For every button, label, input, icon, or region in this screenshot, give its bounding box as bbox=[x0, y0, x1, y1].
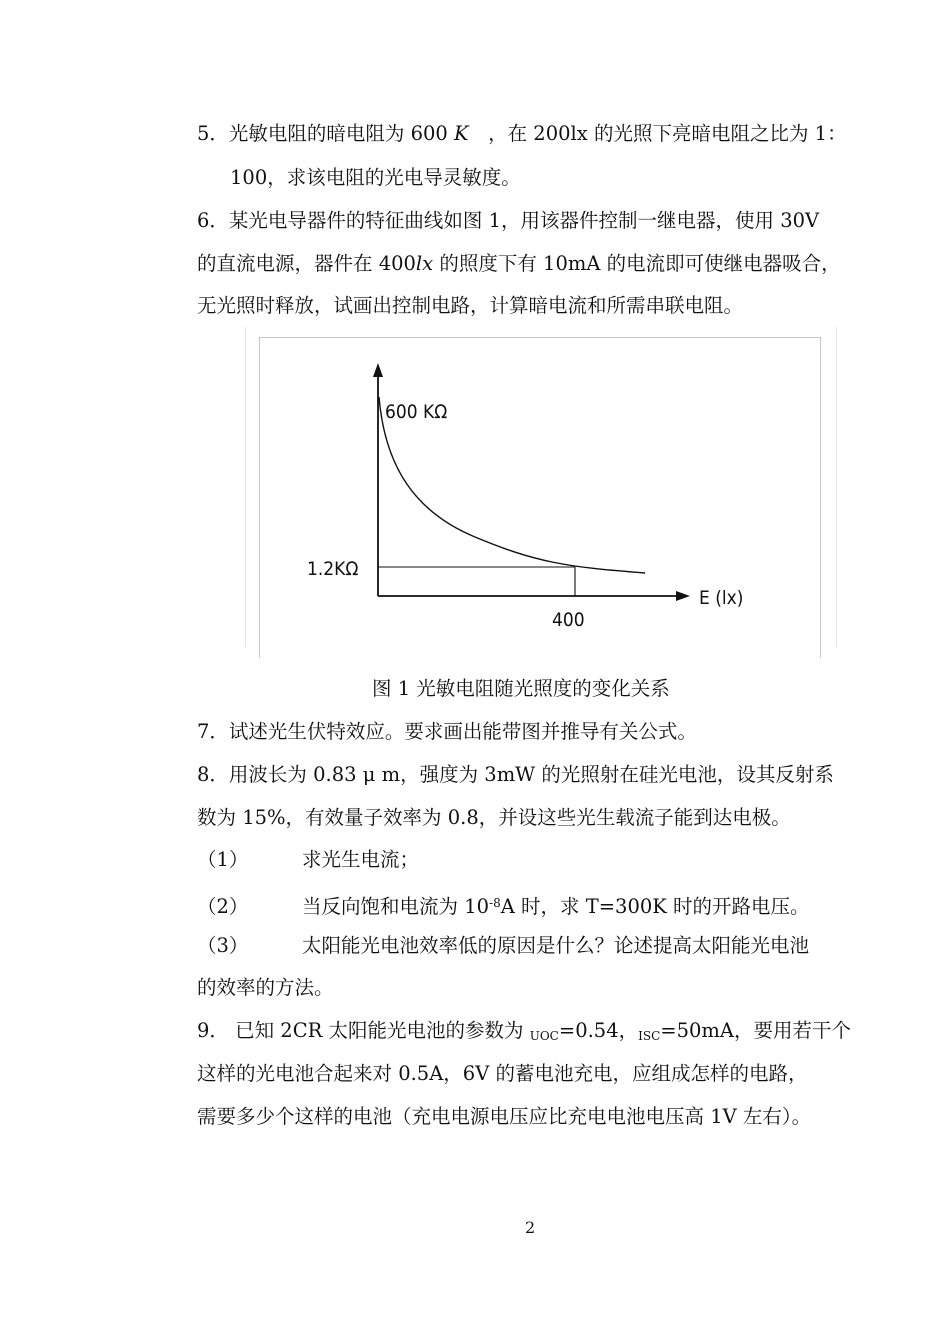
page-number: 2 bbox=[525, 1218, 536, 1237]
exponent: -8 bbox=[489, 896, 501, 910]
sub-number: （2） bbox=[197, 895, 249, 918]
unit-lx: lx bbox=[415, 252, 434, 275]
problem-6-line-1: 6．某光电导器件的特征曲线如图 1，用该器件控制一继电器，使用 30V bbox=[197, 209, 820, 232]
sub-number: （3） bbox=[197, 934, 249, 957]
text-span: 太阳能光电池效率低的原因是什么？论述提高太阳能光电池 bbox=[302, 934, 810, 957]
problem-7-line-1: 7．试述光生伏特效应。要求画出能带图并推导有关公式。 bbox=[197, 720, 697, 743]
problem-8-line-2: 数为 15%，有效量子效率为 0.8，并设这些光生载流子能到达电极。 bbox=[197, 806, 791, 829]
problem-9-line-1 bbox=[197, 1018, 877, 1049]
resistance-curve bbox=[379, 397, 645, 573]
text-span: =50mA，要用若干个 bbox=[660, 1019, 852, 1042]
unit-k: K bbox=[454, 122, 469, 145]
label-400: 400 bbox=[552, 609, 585, 631]
problem-5-line-2: 100，求该电阻的光电导灵敏度。 bbox=[230, 166, 521, 189]
problem-6-line-3: 无光照时释放，试画出控制电路，计算暗电流和所需串联电阻。 bbox=[197, 294, 744, 317]
problem-9-line-3: 需要多少个这样的电池（充电电源电压应比充电电池电压高 1V 左右）。 bbox=[197, 1105, 812, 1128]
problem-9-line-2: 这样的光电池合起来对 0.5A，6V 的蓄电池充电，应组成怎样的电路， bbox=[197, 1062, 808, 1085]
text-span: 当反向饱和电流为 10 bbox=[302, 895, 490, 918]
text-span: 9． 已知 2CR 太阳能光电池的参数为 bbox=[197, 1019, 530, 1042]
text-span: A 时，求 T=300K 时的开路电压。 bbox=[500, 895, 810, 918]
text-span: 的照度下有 10mA 的电流即可使继电器吸合， bbox=[433, 252, 841, 275]
subscript-isc: ISC bbox=[638, 1029, 661, 1043]
text-span: 5．光敏电阻的暗电阻为 600 bbox=[197, 122, 455, 145]
problem-8-sub-3 bbox=[197, 933, 877, 959]
problem-8-line-1: 8．用波长为 0.83 μ m，强度为 3mW 的光照射在硅光电池，设其反射系 bbox=[197, 763, 834, 786]
problem-5-line-1 bbox=[197, 121, 877, 147]
label-600k: 600 KΩ bbox=[385, 401, 448, 423]
sub-number: （1） bbox=[197, 848, 249, 871]
problem-8-sub-1 bbox=[197, 847, 877, 873]
text-span: ，在 200lx 的光照下亮暗电阻之比为 1： bbox=[468, 122, 847, 145]
label-1-2k: 1.2KΩ bbox=[307, 558, 359, 580]
y-axis-arrow bbox=[373, 363, 383, 377]
problem-6-line-2 bbox=[197, 251, 877, 277]
text-span: =0.54， bbox=[558, 1019, 639, 1042]
problem-8-sub-2 bbox=[197, 890, 877, 920]
figure-1 bbox=[245, 327, 835, 647]
text-span: 的直流电源，器件在 400 bbox=[197, 252, 416, 275]
resistance-curve-diagram bbox=[245, 327, 835, 647]
subscript-uoc: UOC bbox=[529, 1029, 559, 1043]
x-axis-arrow bbox=[676, 591, 690, 601]
figure-caption: 图 1 光敏电阻随光照度的变化关系 bbox=[372, 677, 670, 700]
problem-8-sub-3-line-2: 的效率的方法。 bbox=[197, 976, 334, 999]
label-x-axis: E (lx) bbox=[699, 587, 744, 609]
text-span: 求光生电流； bbox=[302, 848, 420, 871]
